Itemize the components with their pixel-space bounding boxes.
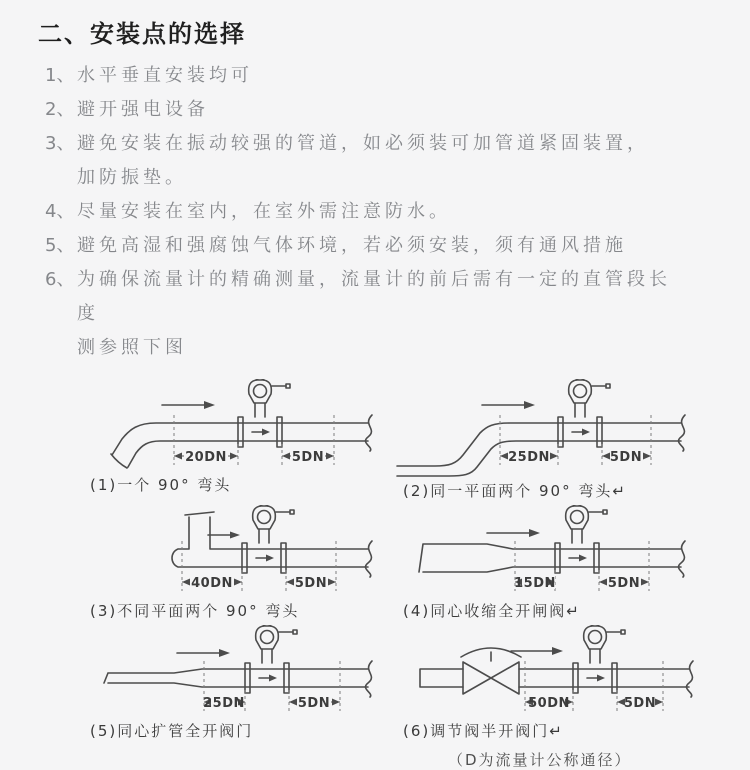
pipe-break-icon: [678, 415, 685, 451]
upstream-length-label: 50DN: [528, 696, 570, 711]
list-item-text: 避开强电设备: [77, 99, 209, 120]
upstream-length-label: 40DN: [191, 576, 233, 591]
flowmeter-icon: [555, 505, 607, 573]
list-item-number: 5、: [45, 235, 75, 256]
guideline-list: [45, 59, 750, 365]
downstream-length-label: 5DN: [291, 450, 325, 465]
pipe-break-icon: [678, 541, 685, 577]
flow-direction-arrow-icon: [162, 401, 215, 409]
list-item-number: 6、: [45, 269, 75, 290]
flow-direction-arrow-icon: [177, 649, 230, 657]
pipe-outline: [111, 423, 368, 468]
list-item-number: 4、: [45, 201, 75, 222]
page-title: 二、安装点的选择: [38, 20, 246, 48]
flow-direction-arrow-icon: [208, 532, 240, 539]
diagram-caption: (2)同一平面两个 90° 弯头↵: [403, 482, 627, 500]
flow-direction-arrow-icon: [487, 529, 540, 537]
diagram-two-elbows-different-planes: [82, 505, 392, 621]
pipe-break-icon: [686, 661, 693, 697]
flow-direction-arrow-icon: [511, 647, 563, 655]
diagram-caption: (1)一个 90° 弯头: [90, 476, 232, 494]
footer-note: （D为流量计公称通径）: [448, 751, 632, 769]
diagram-concentric-reducer: [395, 505, 705, 621]
pipe-break-icon: [365, 661, 372, 697]
list-item-text: 为确保流量计的精确测量，流量计的前后需有一定的直管段长度: [77, 269, 671, 324]
downstream-length-label: 5DN: [294, 576, 328, 591]
list-item: [45, 195, 750, 229]
pipe-break-icon: [365, 415, 372, 451]
diagram-caption: (3)不同平面两个 90° 弯头: [90, 602, 300, 620]
pipe-outline: [420, 669, 689, 687]
flowmeter-icon: [238, 379, 290, 447]
list-item: [45, 229, 750, 263]
flowmeter-icon: [242, 505, 294, 573]
upstream-length-label: 15DN: [514, 576, 556, 591]
pipe-outline: [419, 544, 681, 572]
list-item-number: 2、: [45, 99, 75, 120]
diagram-two-elbows-same-plane: [395, 379, 705, 501]
diagram-caption: (6)调节阀半开阀门↵: [403, 722, 564, 740]
diagram-concentric-expander: [82, 625, 392, 741]
diagram-caption: (4)同心收缩全开闸阀↵: [403, 602, 581, 620]
diagram-grid: [82, 379, 750, 741]
downstream-length-label: 5DN: [609, 450, 643, 465]
page: [0, 14, 750, 769]
list-item-number: 3、: [45, 133, 75, 154]
diagram-caption: (5)同心扩管全开阀门: [90, 722, 254, 740]
flowmeter-icon: [245, 625, 297, 693]
flowmeter-icon: [558, 379, 610, 447]
list-item-text: 避免高湿和强腐蚀气体环境，若必须安装，须有通风措施: [77, 235, 627, 256]
flow-direction-arrow-icon: [482, 401, 535, 409]
downstream-length-label: 5DN: [623, 696, 657, 711]
diagram-regulating-valve: [395, 625, 705, 741]
pipe-break-icon: [365, 541, 372, 577]
flowmeter-icon: [573, 625, 625, 693]
list-item: [45, 127, 750, 195]
list-item: [45, 263, 750, 365]
list-item-text: 尽量安装在室内，在室外需注意防水。: [77, 201, 451, 222]
list-item-text: 加防振垫。: [77, 167, 187, 188]
upstream-length-label: 25DN: [203, 696, 245, 711]
list-item: [45, 93, 750, 127]
downstream-length-label: 5DN: [297, 696, 331, 711]
valve-icon: [461, 648, 521, 694]
upstream-length-label: 25DN: [508, 450, 550, 465]
list-item: [45, 59, 750, 93]
list-item-text: 避免安装在振动较强的管道，如必须装可加管道紧固装置，: [77, 133, 649, 154]
pipe-outline: [104, 669, 368, 687]
upstream-length-label: 20DN: [185, 450, 227, 465]
downstream-length-label: 5DN: [607, 576, 641, 591]
diagram-single-elbow: [82, 379, 392, 501]
list-item-number: 1、: [45, 65, 75, 86]
list-item-text: 水平垂直安装均可: [77, 65, 253, 86]
list-item-text: 测参照下图: [77, 337, 187, 358]
